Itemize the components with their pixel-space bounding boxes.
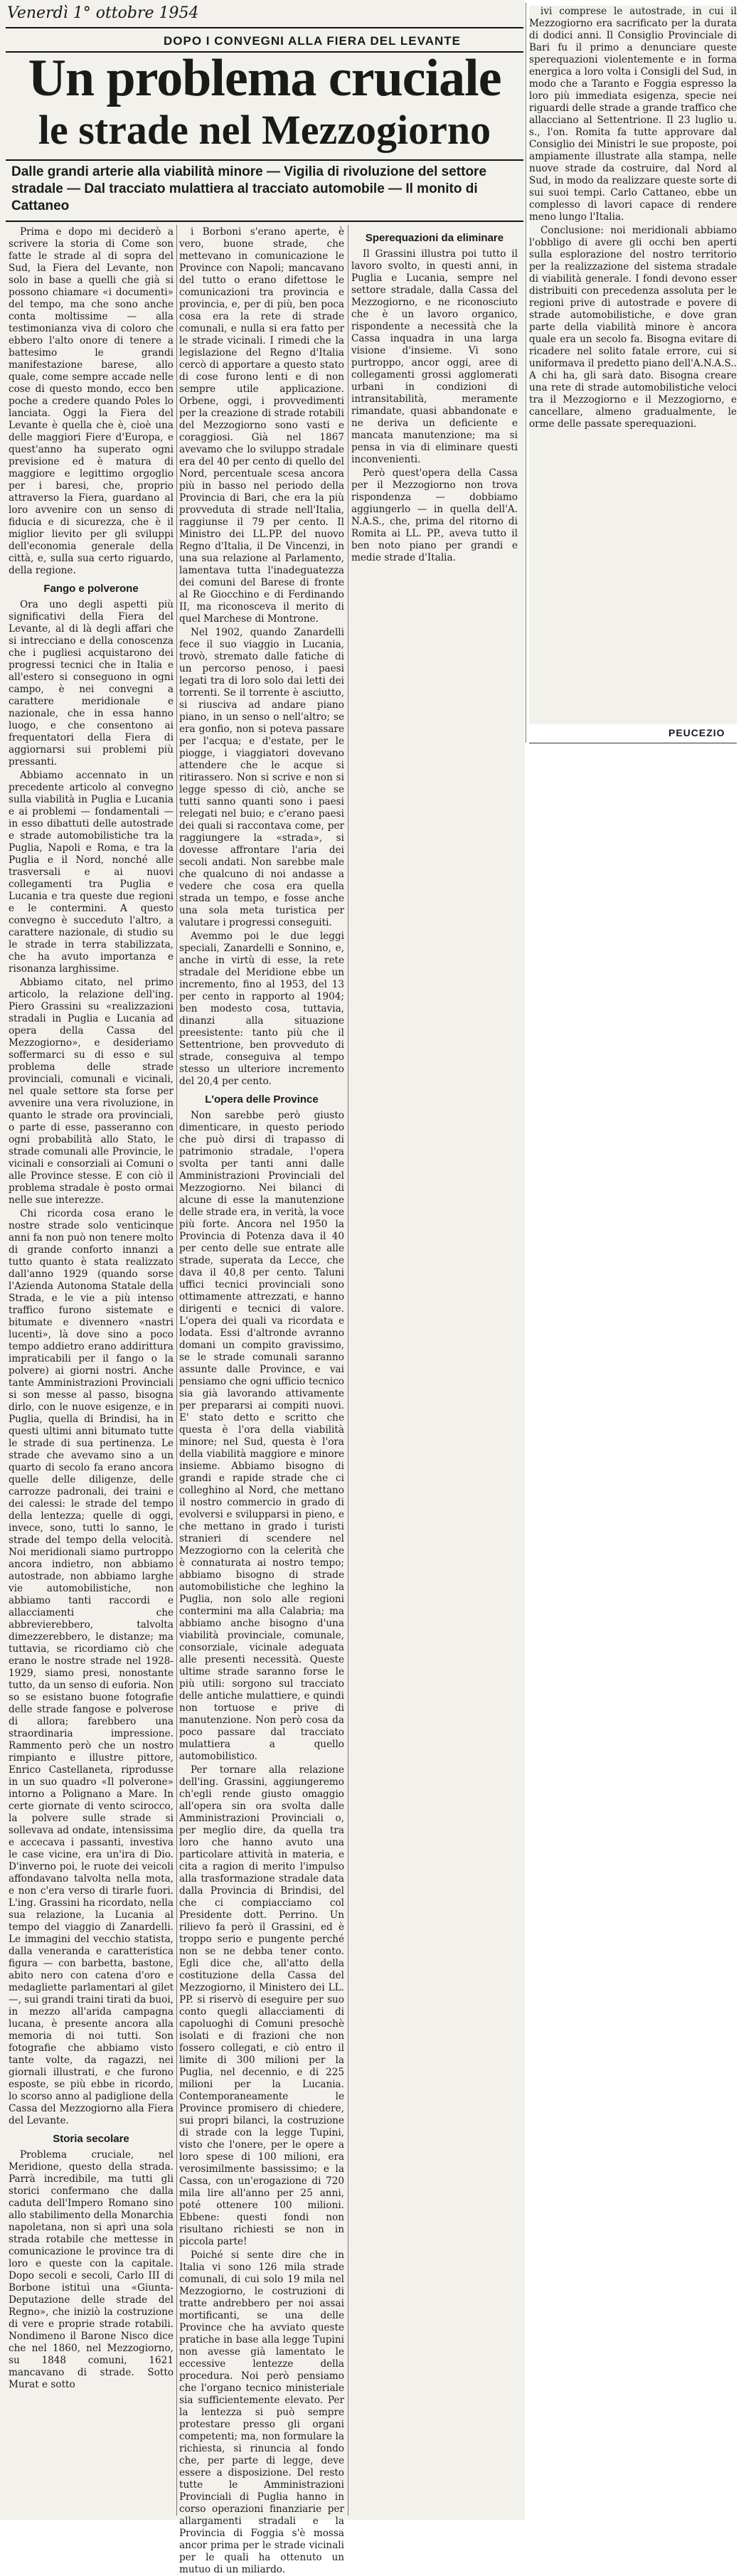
paragraph: Abbiamo citato, nel primo articolo, la relazione dell'ing. Piero Grassini su «realizzazioni stradali in Puglia e Lucania ad opera della Cassa del Mezzogiorno», e desideriamo soffermarci su di esso e sul problema delle strade provinciali, comunali e vicinali, nel quale settore sta forse per avvenire una vera rivoluzione, in quanto le strade ora provinciali, o parte di esse, passeranno con ogni probabilità allo Stato, le strade comunali alle Provincie, le vicinali e consorziali ai Comuni o alle Province stesse. E con ciò il problema stradale è posto ormai nelle sue interezze. — [9, 977, 174, 1206]
dek: Dalle grandi arterie alla viabilità minore — Vigilia di rivoluzione del settore stradale — Dal tracciato mulattiera al tracciato automobile — Il monito di Cattaneo — [11, 164, 487, 213]
paragraph: Poiché si sente dire che in Italia vi sono 126 mila strade comunali, di cui solo 19 mila nel Mezzogiorno, le costruzioni di tratte andrebbero per noi assai mortificanti, se una delle Province che ha avviato queste pratiche in base alla legge Tupini non avesse già lamentato le eccessive lentezze della procedura. Noi però pensiamo che l'organo tecnico ministeriale sia sufficientemente elevato. Per la lentezza si può sempre protestare presso gli organi competenti; ma, non formulare la richiesta, si rinuncia al fondo che, per parte di legge, deve essere a disposizione. Del resto tutte le Amministrazioni Provinciali di Puglia hanno in corso operazioni finanziarie per allargamenti stradali e la Provincia di Foggia s'è mossa ancor prima per le strade vicinali per le quali ha ottenuto un mutuo di un miliardo. — [179, 2249, 344, 2575]
paragraph: Prima e dopo mi deciderò a scrivere la storia di Come son fatte le strade al di sopra del Sud, la Fiera del Levante, non solo in base a quelli che già si possono chiamare «i documenti» del tempo, ma che sono anche conta moltissime — alla testimonianza viva di coloro che ebbero l'alto onore di tenere a battesimo le grandi manifestazione barese, allo quale, come sempre accade nelle cose di questo mondo, ecco ben poche a credere quando Poles lo lanciata. Oggi la Fiera del Levante è quella che è, cioè una delle maggiori Fiere d'Europa, e quest'anno ha superato ogni previsione ed è matura di maggiore e legittimo orgoglio per i baresi, che, proprio attraverso la Fiera, guardano al loro avvenire con un senso di fiducia e di sicurezza, che è il miglior lievito per gli sviluppi dell'economia generale della città, e, sulla sua certo riguardo, della regione. — [9, 226, 174, 576]
paragraph: Problema cruciale, nel Meridione, questo della strada. Parrà incredibile, ma tutti gli storici confermano che dalla caduta dell'Impero Romano sino allo stabilimento della Monarchia napoletana, non si aprì una sola strada rotabile che mettesse in comunicazione le province tra di loro e queste con la capitale. Dopo secoli e secoli, Carlo III di Borbone istituì una «Giunta-Deputazione delle strade del Regno», che iniziò la costruzione di vere e proprie strade rotabili. Nondimeno il Barone Nisco dice che nel 1860, nel Mezzogiorno, su 1848 comuni, 1621 mancavano di strade. Sotto Murat e sotto — [9, 2149, 174, 2390]
paragraph: Non sarebbe però giusto dimenticare, in questo periodo che può dirsi di trapasso di patrimonio stradale, l'opera svolta per tanti anni dalle Amministrazioni Provinciali del Mezzogiorno. Nei bilanci di alcune di esse la manutenzione delle strade era, in verità, la voce più forte. Ancora nel 1950 la Provincia di Potenza dava il 40 per cento delle sue entrate alle strade, superata da Lecce, che dava il 40,8 per cento. Taluni uffici tecnici provinciali sono ottimamente attrezzati, e hanno dirigenti e tecnici di valore. L'opera dei quali va ricordata e lodata. Essi d'altronde avranno domani un compito gravissimo, se le strade comunali saranno assunte dalle Province, e vai pensiamo che ogni ufficio tecnico sia già lavorando attivamente per prepararsi ai compiti nuovi. E' stato detto e scritto che questa è l'ora della viabilità minore; nel Sud, questa è l'ora della viabilità maggiore e minore insieme. Abbiamo bisogno di grandi e rapide strade che ci colleghino al Nord, che mettano il nostro commercio in grado di evolversi e svilupparsi in pieno, e che mettano in grado i turisti stranieri di scendere nel Mezzogiorno con la celerità che è connaturata ai nostro tempo; abbiamo bisogno di strade automobilistiche che leghino la Puglia, non solo alle regioni contermini ma alla Calabria; ma abbiamo anche bisogno d'una viabilità provinciale, comunale, consorziale, vicinale adeguata alle presenti necessità. Queste ultime strade saranno forse le più utili: sorgono sul tracciato delle antiche mulattiere, e quindi non tortuose e prive di manutenzione. Non però cosa da poco passare dal tracciato mulattiera a quello automobilistico. — [179, 1110, 344, 1762]
paragraph: ivi comprese le autostrade, in cui il Mezzogiorno era sacrificato per la durata di dodici anni. Il Consiglio Provinciale di Bari fu il primo a denunciare queste sperequazioni violentemente e in forma energica a loro volta i Consigli del Sud, in modo che a Taranto e Foggia espresso la loro più immediata esigenza, specie nei riguardi delle strade a grande traffico che allacciano al Settentrione. Il 23 luglio u. s., l'on. Romita fa tutte approvare dal Consiglio dei Ministri le sue proposte, poi ampiamente illustrate alla stampa, nelle nuove strade da costruire, dal Nord al Sud, in modo da realizzare queste sorte di sui suoi tempi. Carlo Cattaneo, ebbe un complesso di lavori capace di rendere meno lungo l'Italia. — [529, 6, 737, 223]
top-rule — [6, 27, 523, 28]
paragraph: Chi ricorda cosa erano le nostre strade solo venticinque anni fa non può non tenere molto di grande conforto innanzi a tutto quanto è stata realizzato dall'anno 1929 (quando sorse l'Azienda Autonoma Statale della Strada, e le vie a più intenso traffico furono sistemate e bitumate e divennero «nastri lucenti», là dove sino a poco tempo addietro erano addirittura impraticabili per il fango o la polvere) ai giorni nostri. Anche tante Amministrazioni Provinciali si son messe al passo, bisogna dirlo, con le nuove esigenze, e in Puglia, quella di Brindisi, ha in questi ultimi anni bitumato tutte le strade di sua pertinenza. Le strade che avevamo sino a un quarto di secolo fa erano ancora quelle delle diligenze, delle carrozze padronali, dei traini e dei calessi: le strade del tempo della lentezza; quelle di oggi, invece, sono, tutti lo sanno, le strade del tempo della velocità. Noi meridionali siamo purtroppo ancora indietro, non abbiamo autostrade, non abbiamo larghe vie automobilistiche, non abbiamo tanti raccordi e allacciamenti che abbrevierebbero, talvolta dimezzerebbero, le distanze; ma tuttavia, se ricordiamo ciò che erano le nostre strade nel 1928-1929, siamo presi, nonostante tutto, da un senso di euforia. Non so se esistano buone fotografie delle strade fangose e polverose di allora; farebbero una straordinaria impressione. Rammento però che un nostro rimpianto e illustre pittore, Enrico Castellaneta, riprodusse in un suo quadro «Il polverone» intorno a Polignano a Mare. In certe giornate di vento scirocco, la polvere sulle strade si sollevava ad ondate, intensissima e accecava i passanti, investiva le case vicine, era un'ira di Dio. D'inverno poi, le ruote dei veicoli affondavano talvolta nella mota, e non c'era verso di tirarle fuori. L'ing. Grassini ha ricordato, nella sua relazione, la Lucania al tempo del viaggio di Zanardelli. Le immagini del vecchio statista, dalla veneranda e caratteristica figura — con barbetta, bastone, abito nero con catena d'oro e medagliette parlamentari al gilet —, sui grandi traini tirati da buoi, in mezzo all'arida campagna lucana, è presente ancora alla memoria di noi tutti. Son fotografie che abbiamo visto tante volte, da ragazzi, nei giornali illustrati, e che furono esposte, se più ebbe in ricordo, lo scorso anno al padiglione della Cassa del Mezzogiorno alla Fiera del Levante. — [9, 1208, 174, 2126]
paragraph: Per tornare alla relazione dell'ing. Grassini, aggiungeremo ch'egli rende giusto omaggio all'opera sin ora svolta dalle Amministrazioni Provinciali o, per meglio dire, da quella tra loro che hanno avuto una particolare attività in materia, e cita a ragion di merito l'impulso alla trasformazione stradale data dalla Provincia di Brindisi, del che ci compiacciamo col Presidente dott. Perrino. Un rilievo fa però il Grassini, ed è troppo serio e pungente perché non se ne debba tener conto. Egli dice che, all'atto della costituzione della Cassa del Mezzogiorno, il Ministero dei LL. PP. si riservò di eseguire per suo conto quegli allacciamenti di capoluoghi di Comuni presochè isolati e di frazioni che non fossero collegati, e ciò entro il limite di 300 milioni per la Puglia, nel decennio, e di 225 milioni per la Lucania. Contemporaneamente le Province promisero di chiedere, sui propri bilanci, la costruzione di strade con la legge Tupini, visto che l'onere, per le opere a loro spese di 100 milioni, era verosimilmente bassissimo; e la Cassa, con un'erogazione di 720 mila lire all'anno per 25 anni, poté ottenere 100 milioni. Ebbene: questi fondi non risultano richiesti se non in piccola parte! — [179, 1764, 344, 2247]
dek-rule-bottom — [6, 221, 523, 222]
subhead: le strade nel Mezzogiorno — [38, 107, 491, 153]
paragraph: i Borboni s'erano aperte, è vero, buone strade, che mettevano in comunicazione le Province con Napoli; mancavano del tutto o erano difettose le comunicazioni tra provincia e provincia, e, per di più, ben poca cosa era la rete di strade comunali, e nulla si era fatto per le strade vicinali. I rimedi che la legislazione del Regno d'Italia cercò di apportare a questo stato di cose furono lenti e di non sempre utile applicazione. Orbene, oggi, i provvedimenti per la creazione di strade rotabili del Mezzogiorno sono vasti e coraggiosi. Già nel 1867 avevamo che lo sviluppo stradale era del 40 per cento di quello del Nord, percentuale scesa ancora più in basso nel periodo della Provincia di Bari, che era la più provveduta di strade nell'Italia, raggiunse il 79 per cento. Il Ministro dei LL.PP. del nuovo Regno d'Italia, il De Vincenzi, in una sua relazione al Parlamento, lamentava tutta l'inadeguatezza dei comuni del Barese di fronte al Re Giocchino e di Ferdinando II, ma riconosceva il merito di quel Marchese di Montrone. — [179, 226, 344, 625]
section-heading: Fango e polverone — [43, 583, 139, 595]
paragraph: Abbiamo accennato in un precedente articolo al convegno sulla viabilità in Puglia e Lucania e ai problemi — fondamentali — in esso dibattuti delle autostrade e strade automobilistiche tra la Puglia, Napoli e Roma, e tra la Puglia e il Nord, nonché alle trasversali e ai nuovi collegamenti tra Puglia e Lucania e tra queste due regioni e le contermini. A questo convegno è succeduto l'altro, a carattere nazionale, di studio su le strade in terra stabilizzata, che ha avuto importanza e risonanza larghissime. — [9, 770, 174, 975]
section-heading: Sperequazioni da eliminare — [365, 232, 504, 244]
paragraph: Conclusione: noi meridionali abbiamo l'obbligo di avere gli occhi ben aperti sulla esplorazione del nostro territorio per la realizzazione del sistema stradale di viabilità generale. I fondi devono esser distribuiti con precedenza assoluta per le regioni prive di autostrade e povere di strade automobilistiche, e dove gran parte della viabilità minore è ancora quale era un secolo fa. Bisogna evitare di ricadere nel solito fatale errore, cui si uniformava il predetto piano dell'A.N.A.S.. A chi ha, gli sarà dato. Bisogna creare una rete di strade automobilistiche veloci tra il Mezzogiorno e il Mezzogiorno, e cancellare, almeno gradualmente, le orme delle passate sperequazioni. — [529, 225, 737, 430]
paragraph: Nel 1902, quando Zanardelli fece il suo viaggio in Lucania, trovò, stremato dalle fatiche di un percorso penoso, i paesi legati tra di loro solo dai letti dei torrenti. Se il torrente è asciutto, si riusciva ad andare piano piano, in un senso o nell'altro; se era gonfio, non si poteva passare per l'acqua; e d'estate, per le piogge, i viaggiatori dovevano attendere che le acque si ritirassero. Non si scrive e non si legge spesso di ciò, anche se tutti sanno quanti sono i paesi relegati nel buio; e c'erano paesi dei quali si raccontava come, per raggiungere la «strada», si dovesse affrontare l'aria dei secoli andati. Non sarebbe male che qualcuno di noi andasse a vedere che cosa era quella strada un tempo, e fosse anche una sola meta turistica per valutare i progressi conseguiti. — [179, 627, 344, 928]
article-column-2 — [179, 226, 344, 2575]
paragraph: Però quest'opera della Cassa per il Mezzogiorno non trova rispondenza — dobbiamo aggiungerlo — in quella dell'A. N.A.S., che, prima del ritorno di Romita ai LL. PP., aveva tutto il ben noto piano per grandi e medie strade d'Italia. — [351, 467, 518, 563]
column-divider — [176, 225, 177, 2516]
article-column-1 — [9, 226, 174, 2510]
author-signature: PEUCEZIO — [668, 727, 725, 738]
paragraph: Avemmo poi le due leggi speciali, Zanardelli e Sonnino, e, anche in virtù di esse, la rete stradale del Meridione ebbe un incremento, fino al 1953, del 13 per cento in rapporto al 1904; ben modesto cosa, tuttavia, dinanzi alla situazione preesistente: tanto più che il Settentrione, ben provveduto di strade, conseguiva al tempo stesso un ulteriore incremento del 20,4 per cento. — [179, 931, 344, 1087]
section-heading: L'opera delle Province — [205, 1093, 319, 1106]
article-column-3 — [351, 226, 518, 795]
paragraph: Il Grassini illustra poi tutto il lavoro svolto, in questi anni, in Puglia e Lucania, sempre nel settore stradale, dalla Cassa del Mezzogiorno, e ne riconosciuto che è un lavoro organico, rispondente a necessità che la Cassa inquadra in una larga visione d'insieme. Vi sono purtroppo, ancor oggi, aree di collegamenti grossi agglomerati urbani in condizioni di intransitabilità, meramente rimandate, quasi abbandonate e ne deriva un deficiente e mancata manutenzione; ma si pensa in via di eliminare questi inconvenienti. — [351, 248, 518, 465]
paragraph: Ora uno degli aspetti più significativi della Fiera del Levante, al di là degli affari che si intrecciano e della conoscenza che i pugliesi acquistarono dei progressi tecnici che in Italia e all'estero si conseguono in ogni campo, è nei convegni a carattere meridionale e nazionale, che in essa hanno luogo, e che consentono ai frequentatori della Fiera di aggiornarsi sui problemi più pressanti. — [9, 599, 174, 768]
masthead-date: Venerdì 1° ottobre 1954 — [7, 4, 199, 22]
article-column-4 — [529, 6, 737, 724]
headline: Un problema cruciale — [28, 49, 501, 107]
section-heading: Storia secolare — [53, 2133, 129, 2145]
dek-rule — [6, 159, 523, 161]
kicker: DOPO I CONVEGNI ALLA FIERA DEL LEVANTE — [164, 34, 462, 48]
